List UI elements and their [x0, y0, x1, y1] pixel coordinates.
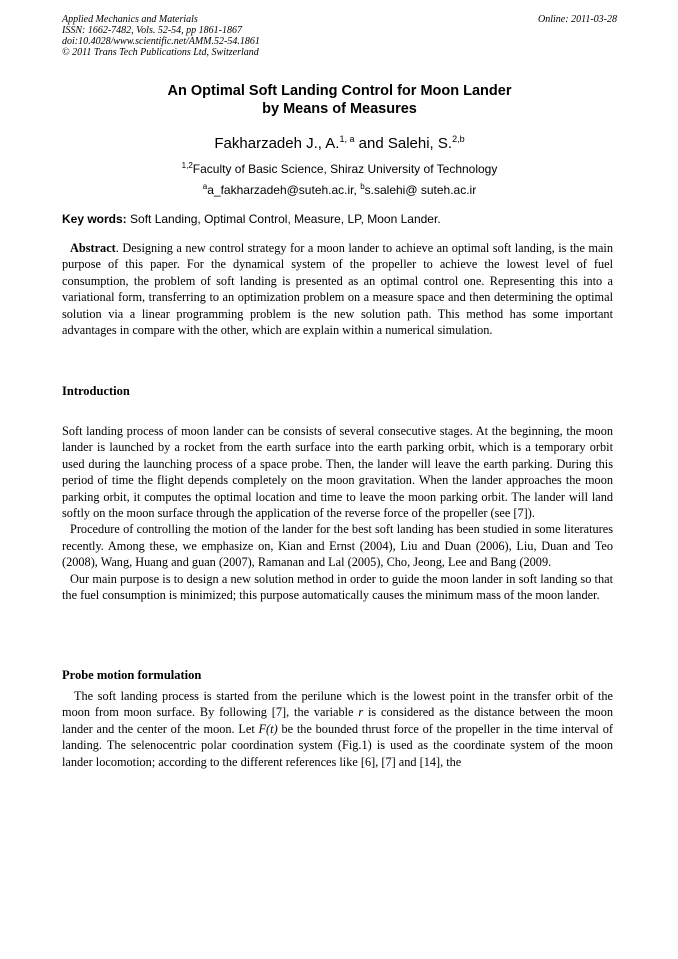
keywords-label: Key words:: [62, 212, 127, 226]
probe-motion-heading: Probe motion formulation: [62, 668, 202, 682]
doi-line: doi:10.4028/www.scientific.net/AMM.52-54.1861: [62, 36, 260, 47]
journal-header: [62, 14, 617, 58]
probe-text-b: is considered as the distance between the moon lander and the center of the moon. Let: [62, 705, 613, 736]
issn-line: ISSN: 1662-7482, Vols. 52-54, pp 1861-1867: [62, 25, 242, 36]
introduction-paragraph-2: Procedure of controlling the motion of the lander for the best soft landing has been studied in some literatures recently. Among these, we emphasize on, Kian and Ernst (2004), Liu and Duan (2006), Liu, Duan and Teo (2008), Wang, Huang and guan (2007), Ramanan and Lal (2005), Cho, Jeong, Lee and Bang (2009.: [62, 522, 613, 570]
probe-text-a: The soft landing process is started from the perilune which is the lowest point in the transfer orbit of the moon from moon surface. By following [7], the variable: [62, 689, 613, 720]
abstract-text: . Designing a new control strategy for a moon lander to achieve an optimal soft landing, is the main purpose of this paper. For the dynamical system of the propeller to achieve the lowest level of fuel consumption, the problem of soft landing is presented as an optimal control one. Representing this into a variational form, transferring to an optimization problem on a measure space and then determining the optimal solution via a linear programming problem is the new solution path. This method has some important advantages in compare with the other, which are explain within a numerical simulation.: [62, 241, 613, 338]
email-b: s.salehi@ suteh.ac.ir: [364, 183, 477, 197]
title-line-2: by Means of Measures: [262, 101, 417, 117]
variable-r: r: [358, 705, 364, 720]
author-2-affil: 2,b: [452, 134, 465, 144]
affiliation-text: Faculty of Basic Science, Shiraz University of Technology: [192, 162, 498, 176]
probe-text-c: be the bounded thrust force of the propeller in the time interval of landing. The selenocentric polar coordination system (Fig.1) is used as the coordinate system of the moon lander locomotion; according to the different references like [6], [7] and [14], the: [62, 721, 613, 769]
introduction-heading: Introduction: [62, 384, 130, 398]
introduction-paragraph-1: Soft landing process of moon lander can be consists of several consecutive stages. At the beginning, the moon lander is launched by a rocket from the earth surface into the earth parking orbit, which is a temporary orbit used during the launching process of a space probe. Then, the lander will leave the earth parking. During this period of time the flight depends completely on the moon gravitation. When the lander approaches the moon parking orbit, it computes the optimal location and time to leave the moon parking orbit. The lander will land softly on the moon surface through the application of the reverse force of the propeller (see [7]).: [62, 424, 613, 521]
author-conjunction: and: [354, 135, 388, 152]
online-date: Online: 2011-03-28: [538, 14, 617, 25]
author-1-affil: 1, a: [339, 134, 355, 144]
introduction-section: [62, 423, 613, 603]
probe-motion-section: [62, 688, 613, 770]
keywords-text: Soft Landing, Optimal Control, Measure, LP, Moon Lander.: [126, 212, 441, 226]
journal-name: Applied Mechanics and Materials: [62, 14, 198, 25]
copyright-line: © 2011 Trans Tech Publications Ltd, Switzerland: [62, 47, 259, 58]
probe-paragraph-1: [62, 688, 613, 770]
introduction-paragraph-3: Our main purpose is to design a new solution method in order to guide the moon lander in soft landing so that the fuel consumption is minimized; this purpose automatically causes the minimum mass of the moon lander.: [62, 571, 613, 603]
keywords: [62, 211, 617, 227]
email-a: a_fakharzadeh@suteh.ac.ir,: [207, 183, 361, 197]
affiliation-marker: 1,2: [181, 161, 193, 170]
author-emails: [62, 181, 617, 199]
author-1: Fakharzadeh J., A.: [214, 135, 340, 152]
email-b-marker: b: [360, 182, 365, 191]
paper-title: [62, 82, 617, 118]
variable-thrust: F(t): [258, 721, 278, 736]
affiliation: [62, 160, 617, 178]
abstract-label: Abstract: [70, 241, 116, 255]
title-line-1: An Optimal Soft Landing Control for Moon Lander: [167, 83, 512, 99]
author-2: Salehi, S.: [387, 135, 453, 152]
author-list: [62, 134, 617, 154]
email-a-marker: a: [202, 182, 208, 191]
abstract: [62, 240, 613, 338]
abstract-paragraph: [62, 240, 613, 338]
